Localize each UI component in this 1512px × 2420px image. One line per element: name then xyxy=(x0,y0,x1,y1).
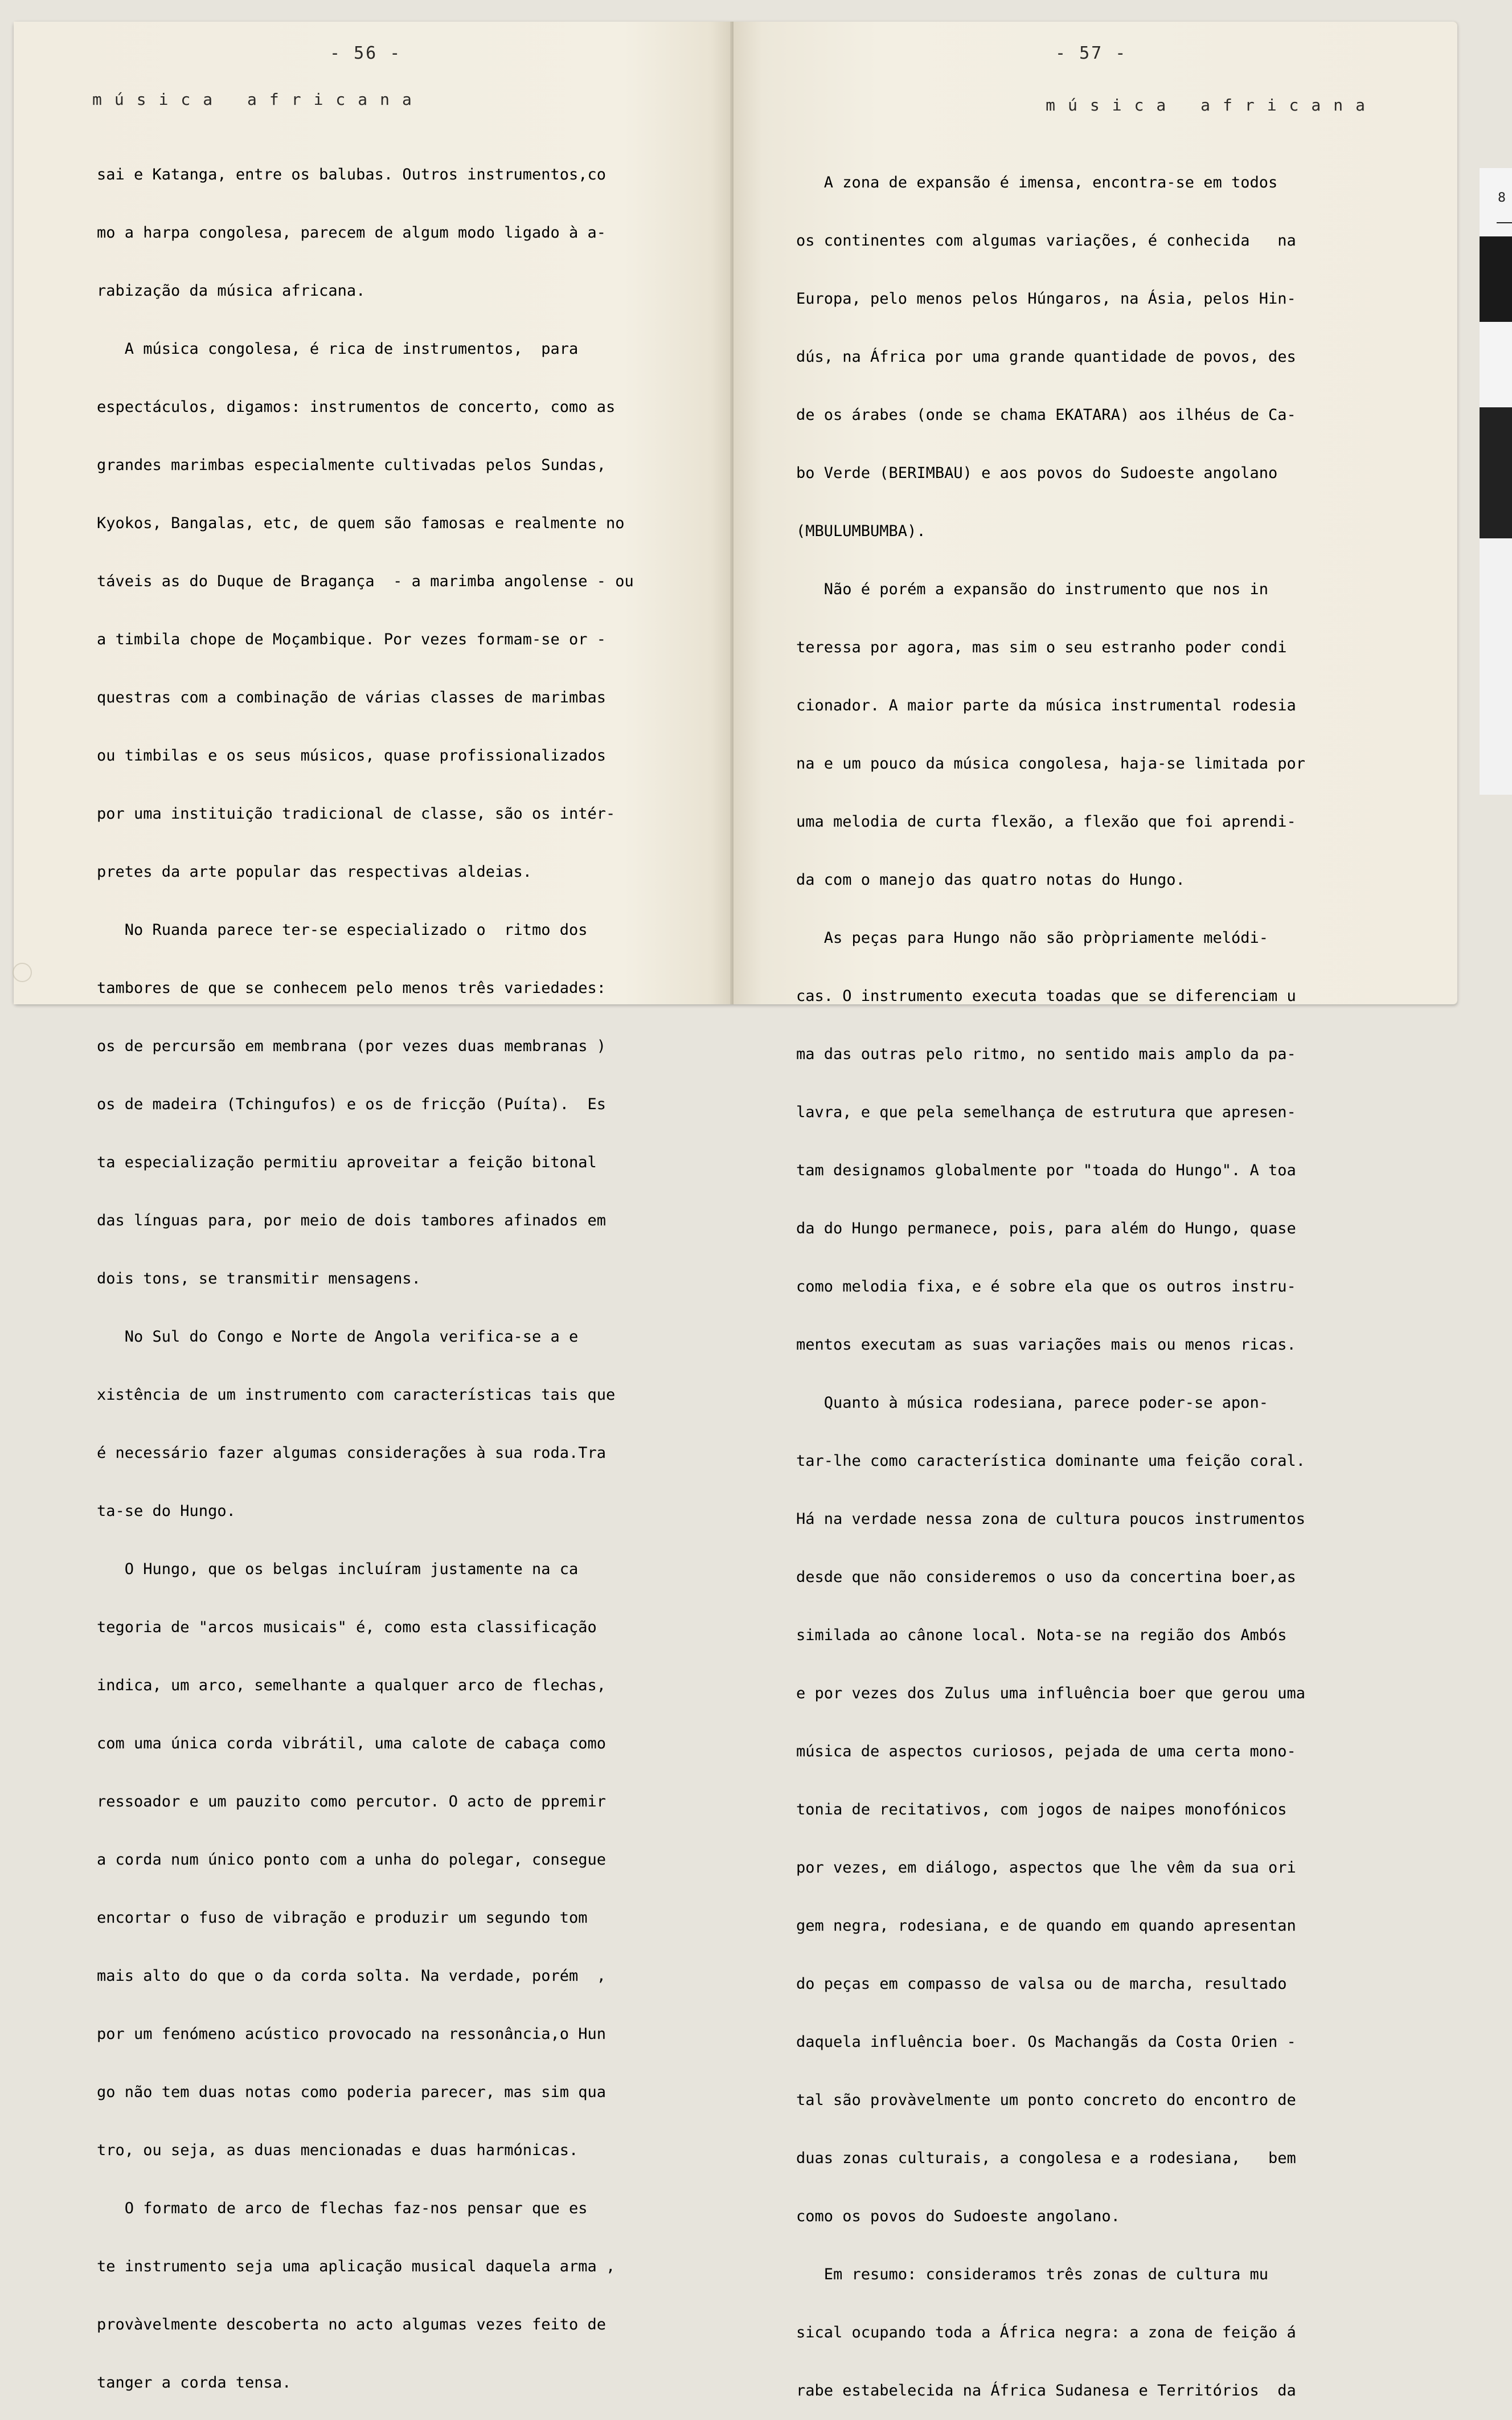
text-line: por vezes, em diálogo, aspectos que lhe vêm da sua ori xyxy=(796,1859,1296,1877)
text-line: dús, na África por uma grande quantidade de povos, des xyxy=(796,348,1296,366)
text-line: mentos executam as suas variações mais ou menos ricas. xyxy=(796,1336,1296,1354)
text-line: go não tem duas notas como poderia parecer, mas sim qua xyxy=(97,2083,607,2101)
text-line: A música congolesa, é rica de instrumentos, para xyxy=(97,340,579,358)
scale-label: 8 xyxy=(1498,191,1506,205)
text-line: lavra, e que pela semelhança de estrutura que apresen- xyxy=(796,1103,1296,1121)
text-line: O formato de arco de flechas faz-nos pensar que es xyxy=(97,2200,588,2217)
text-line: gem negra, rodesiana, e de quando em quando apresentan xyxy=(796,1917,1296,1935)
text-line: encortar o fuso de vibração e produzir um segundo tom xyxy=(97,1909,588,1927)
text-line: O Hungo, que os belgas incluíram justamente na ca xyxy=(97,1560,579,1578)
scale-segment xyxy=(1480,236,1512,322)
text-line: tar-lhe como característica dominante uma feição coral. xyxy=(796,1452,1306,1470)
text-line: música de aspectos curiosos, pejada de uma certa mono- xyxy=(796,1743,1296,1760)
text-line: dois tons, se transmitir mensagens. xyxy=(97,1270,421,1287)
text-line: (MBULUMBUMBA). xyxy=(796,522,926,540)
text-line: duas zonas culturais, a congolesa e a rodesiana, bem xyxy=(796,2149,1296,2167)
running-head: música africana xyxy=(1046,96,1378,115)
text-line: desde que não consideremos o uso da concertina boer,as xyxy=(796,1568,1296,1586)
text-line: indica, um arco, semelhante a qualquer arco de flechas, xyxy=(97,1677,607,1694)
text-line: xistência de um instrumento com características tais que xyxy=(97,1386,616,1404)
text-line: No Ruanda parece ter-se especializado o ritmo dos xyxy=(97,921,588,939)
text-line: como os povos do Sudoeste angolano. xyxy=(796,2208,1120,2225)
text-line: das línguas para, por meio de dois tambores afinados em xyxy=(97,1212,607,1229)
text-line: Não é porém a expansão do instrumento que nos in xyxy=(796,581,1269,598)
text-line: provàvelmente descoberta no acto algumas vezes feito de xyxy=(97,2316,607,2333)
text-line: questras com a combinação de várias classes de marimbas xyxy=(97,689,607,706)
text-line: tal são provàvelmente um ponto concreto do encontro de xyxy=(796,2091,1296,2109)
text-line: grandes marimbas especialmente cultivadas pelos Sundas, xyxy=(97,456,607,474)
text-line: táveis as do Duque de Bragança - a marimba angolense - ou xyxy=(97,573,634,590)
scale-segment xyxy=(1480,322,1512,407)
text-line: mais alto do que o da corda solta. Na verdade, porém , xyxy=(97,1967,607,1985)
scale-bar xyxy=(1480,168,1512,795)
running-head: música africana xyxy=(92,90,424,109)
text-line: tegoria de "arcos musicais" é, como esta classificação xyxy=(97,1618,597,1636)
text-line: ta especialização permitiu aproveitar a feição bitonal xyxy=(97,1154,597,1171)
text-line: mo a harpa congolesa, parecem de algum modo ligado à a- xyxy=(97,224,607,242)
text-line: daquela influência boer. Os Machangãs da Costa Orien - xyxy=(796,2033,1296,2051)
text-line: Quanto à música rodesiana, parece poder-se apon- xyxy=(796,1394,1269,1412)
text-line: teressa por agora, mas sim o seu estranho poder condi xyxy=(796,639,1287,656)
text-line: similada ao cânone local. Nota-se na região dos Ambós xyxy=(796,1626,1287,1644)
text-line: Kyokos, Bangalas, etc, de quem são famosas e realmente no xyxy=(97,514,625,532)
text-line: com uma única corda vibrátil, uma calote de cabaça como xyxy=(97,1735,607,1752)
text-line: é necessário fazer algumas considerações à sua roda.Tra xyxy=(97,1444,607,1462)
text-line: tro, ou seja, as duas mencionadas e duas harmónicas. xyxy=(97,2141,579,2159)
text-line: os de madeira (Tchingufos) e os de fricção (Puíta). Es xyxy=(97,1095,607,1113)
text-line: pretes da arte popular das respectivas aldeias. xyxy=(97,863,532,881)
text-line: uma melodia de curta flexão, a flexão que foi aprendi- xyxy=(796,813,1296,831)
text-line: de os árabes (onde se chama EKATARA) aos ilhéus de Ca- xyxy=(796,406,1296,424)
text-line: como melodia fixa, e é sobre ela que os outros instru- xyxy=(796,1278,1296,1295)
text-line: ma das outras pelo ritmo, no sentido mais amplo da pa- xyxy=(796,1045,1296,1063)
text-line: por um fenómeno acústico provocado na ressonância,o Hun xyxy=(97,2025,607,2043)
scale-tick xyxy=(1497,222,1512,223)
text-line: sai e Katanga, entre os balubas. Outros instrumentos,co xyxy=(97,166,607,183)
text-line: ressoador e um pauzito como percutor. O acto de ppremir xyxy=(97,1793,607,1810)
page-number: - 56 - xyxy=(330,43,402,63)
left-body-text xyxy=(97,126,634,2412)
text-line: na e um pouco da música congolesa, haja-se limitada por xyxy=(796,755,1306,772)
text-line: A zona de expansão é imensa, encontra-se em todos xyxy=(796,174,1278,191)
text-line: da com o manejo das quatro notas do Hungo. xyxy=(796,871,1185,889)
text-line: tam designamos globalmente por "toada do Hungo". A toa xyxy=(796,1162,1296,1179)
text-line: cionador. A maior parte da música instrumental rodesia xyxy=(796,697,1296,714)
text-line: rabe estabelecida na África Sudanesa e Territórios da xyxy=(796,2382,1296,2399)
text-line: da do Hungo permanece, pois, para além do Hungo, quase xyxy=(796,1220,1296,1237)
text-line: tanger a corda tensa. xyxy=(97,2374,292,2392)
text-line: tambores de que se conhecem pelo menos três variedades: xyxy=(97,979,607,997)
text-line: do peças em compasso de valsa ou de marcha, resultado xyxy=(796,1975,1287,1993)
text-line: a timbila chope de Moçambique. Por vezes formam-se or - xyxy=(97,631,607,648)
text-line: As peças para Hungo não são pròpriamente melódi- xyxy=(796,929,1269,947)
text-line: te instrumento seja uma aplicação musical daquela arma , xyxy=(97,2258,616,2275)
right-body-text xyxy=(796,134,1305,2420)
scale-segment xyxy=(1480,168,1512,236)
text-line: cas. O instrumento executa toadas que se diferenciam u xyxy=(796,987,1296,1005)
text-line: os de percursão em membrana (por vezes duas membranas ) xyxy=(97,1037,607,1055)
text-line: a corda num único ponto com a unha do polegar, consegue xyxy=(97,1851,607,1869)
text-line: os continentes com algumas variações, é conhecida na xyxy=(796,232,1296,250)
text-line: espectáculos, digamos: instrumentos de concerto, como as xyxy=(97,398,616,416)
text-line: No Sul do Congo e Norte de Angola verifica-se a e xyxy=(97,1328,579,1346)
text-line: ta-se do Hungo. xyxy=(97,1502,236,1520)
text-line: ou timbilas e os seus músicos, quase profissionalizados xyxy=(97,747,607,765)
paper-mark xyxy=(13,963,32,982)
page-number: - 57 - xyxy=(1055,43,1128,63)
text-line: rabização da música africana. xyxy=(97,282,366,300)
text-line: e por vezes dos Zulus uma influência boer que gerou uma xyxy=(796,1685,1306,1702)
text-line: por uma instituição tradicional de classe, são os intér- xyxy=(97,805,616,823)
scale-segment xyxy=(1480,407,1512,538)
text-line: Europa, pelo menos pelos Húngaros, na Ásia, pelos Hin- xyxy=(796,290,1296,308)
text-line: bo Verde (BERIMBAU) e aos povos do Sudoeste angolano xyxy=(796,464,1278,482)
text-line: Há na verdade nessa zona de cultura poucos instrumentos xyxy=(796,1510,1306,1528)
scale-segment xyxy=(1480,538,1512,795)
text-line: Em resumo: consideramos três zonas de cultura mu xyxy=(796,2266,1269,2283)
text-line: sical ocupando toda a África negra: a zona de feição á xyxy=(796,2324,1296,2341)
text-line: tonia de recitativos, com jogos de naipes monofónicos xyxy=(796,1801,1287,1818)
